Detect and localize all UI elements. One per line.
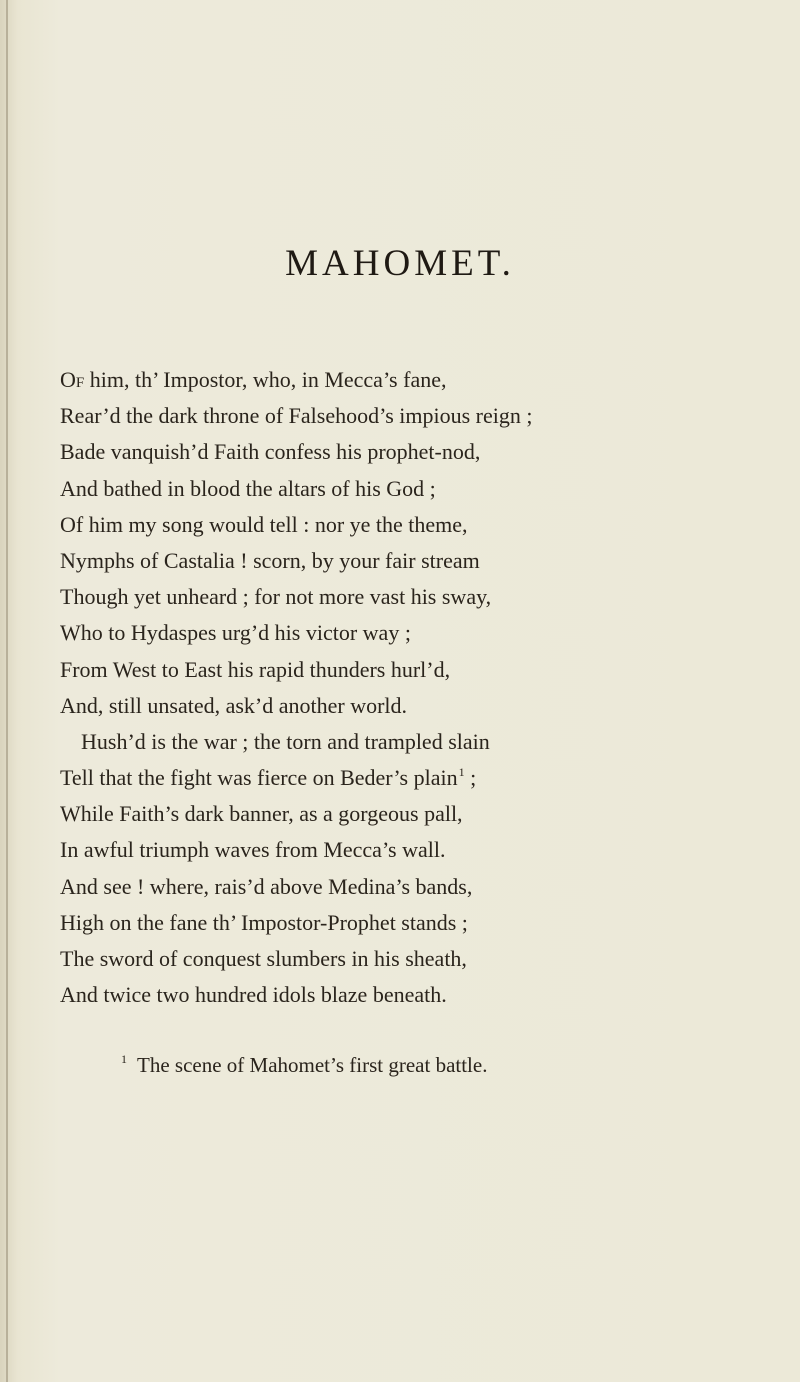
poem-line-2: Rear’d the dark throne of Falsehood’s impious reign ; bbox=[60, 403, 533, 429]
poem bbox=[60, 362, 790, 1013]
footnote-text: The scene of Mahomet’s first great battle. bbox=[137, 1053, 488, 1077]
poem-line-3: Bade vanquish’d Faith confess his prophet-nod, bbox=[60, 439, 481, 465]
poem-line-8: Who to Hydaspes urg’d his victor way ; bbox=[60, 620, 411, 646]
page-title: MAHOMET. bbox=[285, 243, 515, 284]
footnote-number: 1 bbox=[121, 1052, 127, 1066]
poem-line-9: From West to East his rapid thunders hurl’d, bbox=[60, 656, 451, 682]
poem-line-14: In awful triumph waves from Mecca’s wall. bbox=[60, 837, 446, 863]
poem-line-5: Of him my song would tell : nor ye the theme, bbox=[60, 511, 468, 537]
poem-line-7: Though yet unheard ; for not more vast his sway, bbox=[60, 584, 492, 610]
poem-line-18: And twice two hundred idols blaze beneath. bbox=[60, 982, 447, 1008]
poem-line-15: And see ! where, rais’d above Medina’s bands, bbox=[60, 873, 473, 899]
poem-opening-word: Of bbox=[60, 367, 85, 392]
footnote-marker: 1 bbox=[458, 765, 465, 780]
poem-line-6: Nymphs of Castalia ! scorn, by your fair stream bbox=[60, 547, 480, 573]
poem-line-1 bbox=[60, 362, 790, 398]
poem-line-12 bbox=[60, 760, 790, 796]
poem-line-13: While Faith’s dark banner, as a gorgeous pall, bbox=[60, 801, 463, 827]
footnote bbox=[121, 1053, 487, 1078]
poem-line-17: The sword of conquest slumbers in his sheath, bbox=[60, 946, 467, 971]
poem-line-1-text: him, th’ Impostor, who, in Mecca’s fane, bbox=[84, 367, 447, 392]
poem-line-11: Hush’d is the war ; the torn and trampled slain bbox=[81, 728, 490, 754]
poem-line-12-end: ; bbox=[464, 765, 477, 791]
poem-line-4: And bathed in blood the altars of his God ; bbox=[60, 475, 436, 501]
poem-line-10: And, still unsated, ask’d another world. bbox=[60, 692, 408, 718]
poem-line-12-text: Tell that the fight was fierce on Beder’s plain bbox=[60, 765, 458, 791]
poem-line-16: High on the fane th’ Impostor-Prophet stands ; bbox=[60, 909, 468, 935]
binding-gutter bbox=[6, 0, 8, 1382]
